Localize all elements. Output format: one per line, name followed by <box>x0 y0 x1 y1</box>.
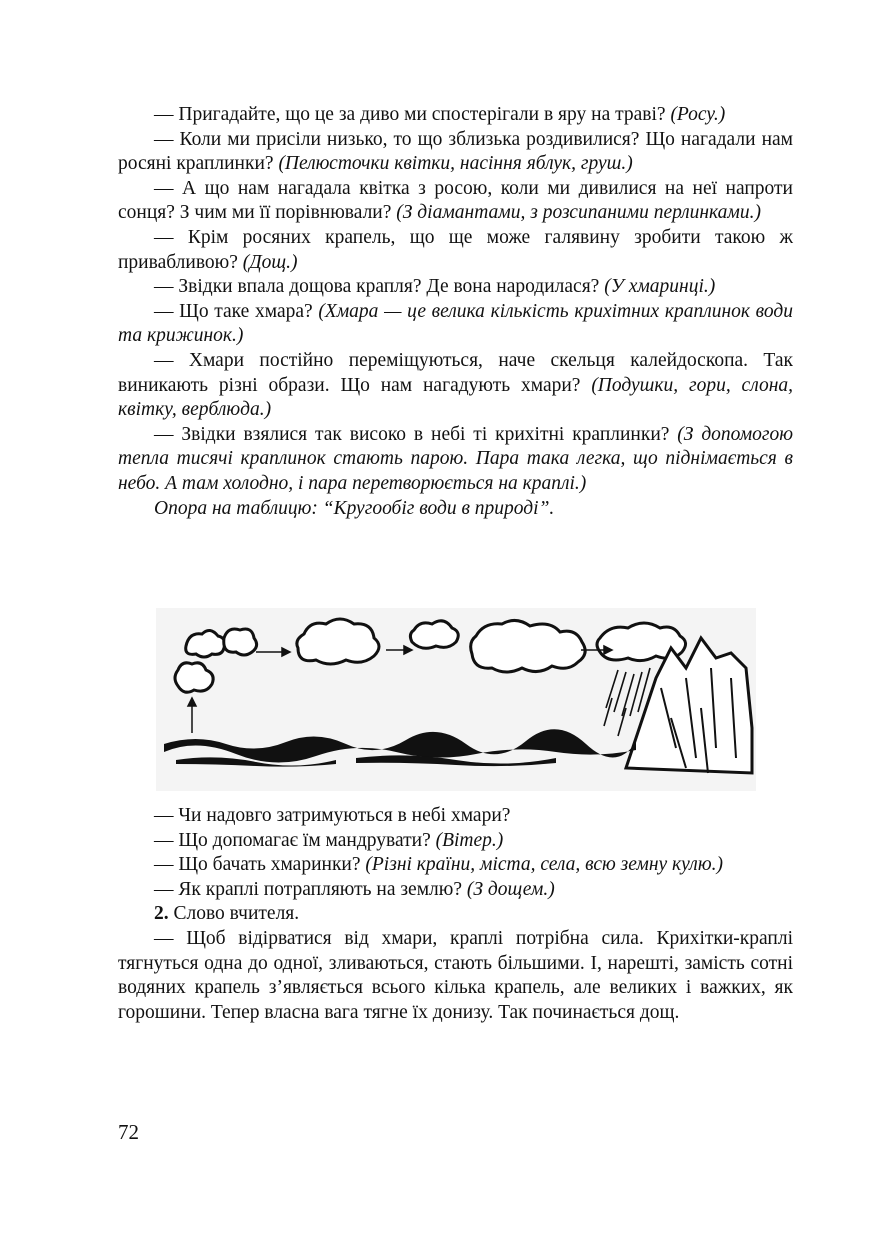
dialog-line: — Як краплі потрапляють на землю? (З дощем.) <box>154 878 555 900</box>
water-cycle-illustration <box>156 608 756 791</box>
cloud-icon <box>297 619 379 664</box>
dialog-line: — Що допомагає їм мандрувати? (Вітер.) <box>154 829 504 851</box>
dialog-line: — Пригадайте, що це за диво ми спостерігали в яру на траві? (Росу.) <box>154 104 726 125</box>
cloud-icon <box>410 621 458 648</box>
page-number: 72 <box>118 1120 139 1144</box>
dialog-line: — А що нам нагадала квітка з росою, коли ми дивилися на неї напроти сонця? З чим ми її порівнювали? (З діамантами, з розсипаними перлинками.) <box>118 177 793 224</box>
dialog-line: — Хмари постійно переміщуються, наче скельця калейдоскопа. Так виникають різні образи. Що нам нагадують хмари? (Подушки, гори, слона, квітку, верблюда.) <box>118 349 793 421</box>
teacher-word-paragraph: — Щоб відірватися від хмари, краплі потрібна сила. Крихітки-краплі тягнуться одна до одної, зливаються, стають більшими. І, нарешті, замість сотні водяних крапель з’являється всього кілька крапель, але великих і важких, як горошини. Тепер власна вага тягне їх донизу. Так починається дощ. <box>118 927 793 1023</box>
support-note: Опора на таблицю: “Кругообіг води в природі”. <box>154 497 555 519</box>
dialog-line: — Чи надовго затримуються в небі хмари? <box>154 805 511 826</box>
dialog-line: — Що таке хмара? (Хмара — це велика кількість крихітних краплинок води та крижинок.) <box>118 300 793 347</box>
dialog-line: — Крім росяних крапель, що ще може галявину зробити такою ж привабливою? (Дощ.) <box>118 226 793 273</box>
dialog-line: — Коли ми присіли низько, то що зблизька роздивилися? Що нагадали нам росяні краплинки? (Пелюсточки квітки, насіння яблук, груш.) <box>118 128 793 175</box>
dialog-line: — Звідки взялися так високо в небі ті крихітні краплинки? (З допомогою тепла тисячі краплинок стають парою. Пара така легка, що піднімається в небо. А там холодно, і пара перетворюється на краплі.) <box>118 423 793 494</box>
dialog-line: — Що бачать хмаринки? (Різні країни, міста, села, всю земну кулю.) <box>154 854 723 876</box>
dialog-line: — Звідки впала дощова крапля? Де вона народилася? (У хмаринці.) <box>154 276 716 298</box>
text-block-top <box>118 103 793 521</box>
cloud-icon <box>224 629 257 655</box>
section-heading: 2. Слово вчителя. <box>154 903 300 925</box>
text-block-bottom <box>118 804 793 1025</box>
